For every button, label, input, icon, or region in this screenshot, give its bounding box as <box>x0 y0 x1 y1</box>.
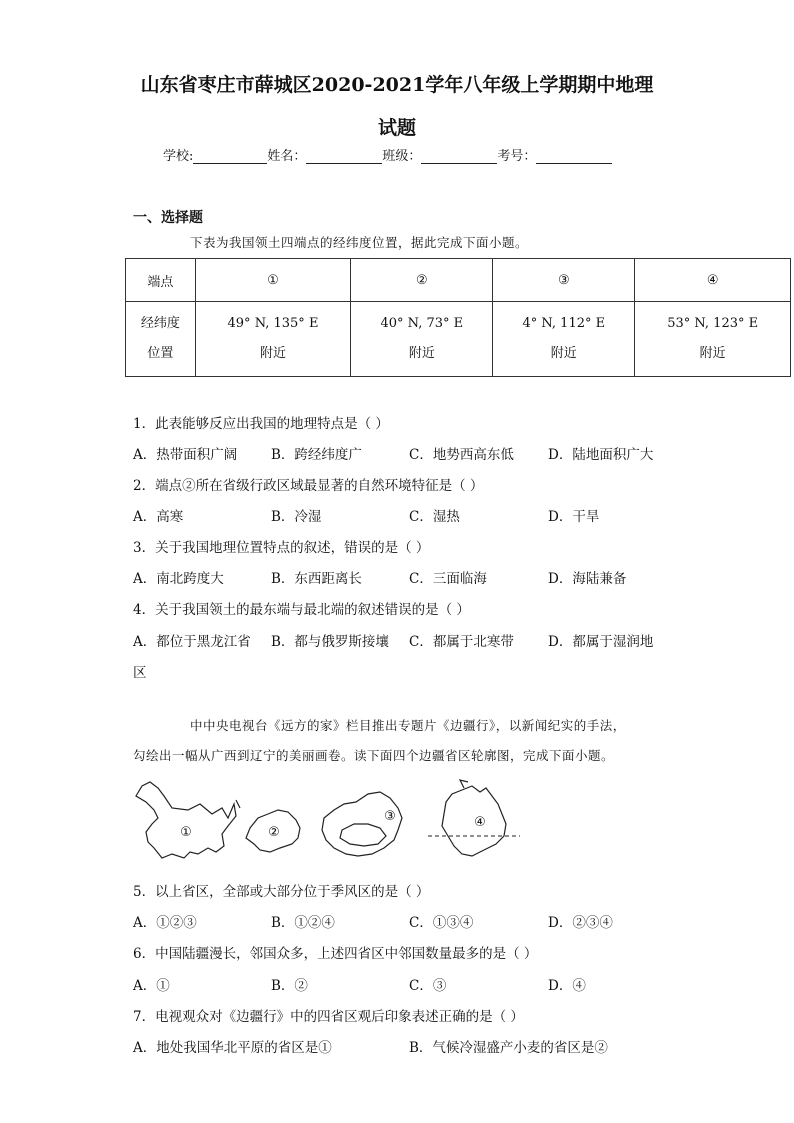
coord-text: 53° N, 123° E <box>667 316 759 331</box>
passage-line-2: 勾绘出一幅从广西到辽宁的美丽画卷。读下面四个边疆省区轮廓图，完成下面小题。 <box>133 748 615 763</box>
map-label-3: ③ <box>384 809 396 824</box>
extreme-points-table <box>125 258 791 377</box>
q4-option-d-continuation: 区 <box>133 665 147 681</box>
question-5-stem: 5．以上省区，全部或大部分位于季风区的是（ ） <box>133 884 430 900</box>
table-row-label <box>126 302 196 377</box>
page-title: 山东省枣庄市薛城区2020-2021学年八年级上学期期中地理 <box>140 74 654 96</box>
table-header-cell: ③ <box>493 259 635 302</box>
q1-option-c[interactable]: C．地势西高东低 <box>409 447 514 463</box>
map-label-4: ④ <box>474 815 486 830</box>
q3-option-b[interactable]: B．东西距离长 <box>271 571 362 587</box>
province-map-3 <box>322 792 402 856</box>
table-cell <box>493 302 635 377</box>
coord-text: 4° N, 112° E <box>522 316 606 331</box>
question-1-stem: 1．此表能够反应出我国的地理特点是（ ） <box>133 416 389 432</box>
q3-option-c[interactable]: C．三面临海 <box>409 571 487 587</box>
table-header-row <box>126 259 791 302</box>
near-text: 附近 <box>408 346 435 361</box>
q6-option-b[interactable]: B．② <box>271 978 308 994</box>
coord-text: 40° N, 73° E <box>380 316 464 331</box>
table-header-cell: 端点 <box>126 259 196 302</box>
q4-option-c[interactable]: C．都属于北寒带 <box>409 634 514 650</box>
row-label-line1: 经纬度 <box>140 316 180 331</box>
table-header-cell: ① <box>195 259 351 302</box>
q4-option-a[interactable]: A．都位于黑龙江省 <box>133 634 251 650</box>
school-label: 学校: <box>163 149 194 164</box>
table-intro: 下表为我国领土四端点的经纬度位置，据此完成下面小题。 <box>190 235 529 250</box>
q2-option-b[interactable]: B．冷湿 <box>271 509 322 525</box>
q3-option-d[interactable]: D．海陆兼备 <box>548 571 627 587</box>
exam-number-label: 考号： <box>497 149 537 164</box>
passage-line-1: 中中央电视台《远方的家》栏目推出专题片《边疆行》，以新闻纪实的手法， <box>190 718 626 733</box>
name-blank[interactable] <box>306 149 382 164</box>
section-title: 一、选择题 <box>133 210 203 226</box>
coord-text: 49° N, 135° E <box>227 316 319 331</box>
student-info-line <box>163 145 612 164</box>
q5-option-b[interactable]: B．①②④ <box>271 915 335 931</box>
q7-option-a[interactable]: A．地处我国华北平原的省区是① <box>133 1040 332 1056</box>
near-text: 附近 <box>699 346 726 361</box>
name-label: 姓名： <box>267 149 307 164</box>
row-label-line2: 位置 <box>147 346 174 361</box>
question-2-stem: 2．端点②所在省级行政区域最显著的自然环境特征是（ ） <box>133 478 484 494</box>
q6-option-c[interactable]: C．③ <box>409 978 447 994</box>
table-cell <box>195 302 351 377</box>
province-map-1 <box>136 782 240 858</box>
q5-option-d[interactable]: D．②③④ <box>548 915 613 931</box>
map-label-2: ② <box>268 825 280 840</box>
province-outline-maps <box>128 774 520 864</box>
q2-option-c[interactable]: C．湿热 <box>409 509 460 525</box>
table-row <box>126 302 791 377</box>
table-header-cell: ② <box>351 259 493 302</box>
near-text: 附近 <box>550 346 577 361</box>
table-cell <box>351 302 493 377</box>
class-label: 班级： <box>382 149 422 164</box>
q2-option-a[interactable]: A．高寒 <box>133 509 184 525</box>
q7-option-b[interactable]: B．气候冷湿盛产小麦的省区是② <box>409 1040 608 1056</box>
q1-option-b[interactable]: B．跨经纬度广 <box>271 447 362 463</box>
q6-option-a[interactable]: A．① <box>133 978 170 994</box>
question-6-stem: 6．中国陆疆漫长，邻国众多，上述四省区中邻国数量最多的是（ ） <box>133 946 538 962</box>
q5-option-c[interactable]: C．①③④ <box>409 915 474 931</box>
school-blank[interactable] <box>193 149 267 164</box>
map-label-1: ① <box>180 825 192 840</box>
near-text: 附近 <box>259 346 286 361</box>
q5-option-a[interactable]: A．①②③ <box>133 915 197 931</box>
q1-option-d[interactable]: D．陆地面积广大 <box>548 447 654 463</box>
question-3-stem: 3．关于我国地理位置特点的叙述，错误的是（ ） <box>133 540 430 556</box>
page-subtitle: 试题 <box>377 117 416 139</box>
q2-option-d[interactable]: D．干旱 <box>548 509 600 525</box>
table-header-cell: ④ <box>635 259 791 302</box>
question-7-stem: 7．电视观众对《边疆行》中的四省区观后印象表述正确的是（ ） <box>133 1009 524 1025</box>
class-blank[interactable] <box>421 149 497 164</box>
exam-number-blank[interactable] <box>536 149 612 164</box>
question-4-stem: 4．关于我国领土的最东端与最北端的叙述错误的是（ ） <box>133 602 470 618</box>
q1-option-a[interactable]: A．热带面积广阔 <box>133 447 238 463</box>
q3-option-a[interactable]: A．南北跨度大 <box>133 571 224 587</box>
q4-option-d[interactable]: D．都属于湿润地 <box>548 634 654 650</box>
q4-option-b[interactable]: B．都与俄罗斯接壤 <box>271 634 389 650</box>
q6-option-d[interactable]: D．④ <box>548 978 586 994</box>
table-cell <box>635 302 791 377</box>
